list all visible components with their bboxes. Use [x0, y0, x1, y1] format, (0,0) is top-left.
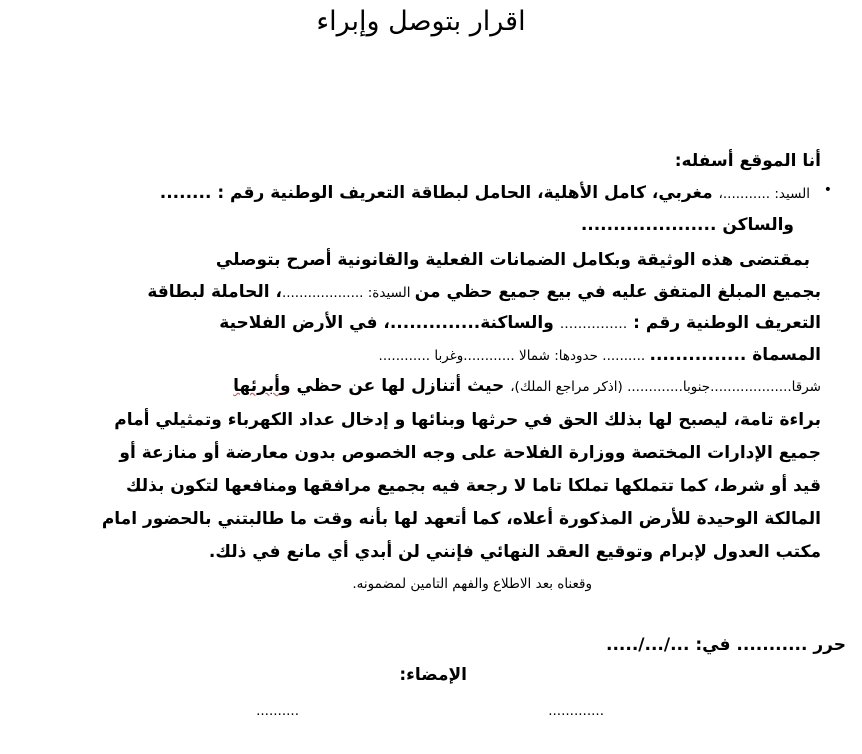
- body-line-5: شرقا...................جنوبا............. (اذكر مراجع الملك)، حيث أتنازل لها عن حظي وأبرئها: [233, 376, 821, 396]
- buyer-id-field: ……………: [559, 316, 628, 332]
- seller-name-field: السيد: ...........،: [718, 186, 810, 202]
- body-line-6: براءة تامة، ليصبح لها بذلك الحق في حرثها وبنائها و إدخال عداد الكهرباء وتمثيلي أمام: [114, 410, 821, 430]
- signature-left-field: ..........: [256, 703, 299, 719]
- boundaries-field: .......... حدودها: شمالا ............وغربا ............: [378, 348, 650, 364]
- seller-line-1: [160, 183, 810, 203]
- boundaries-field-2: شرقا...................جنوبا............. (اذكر مراجع الملك)،: [510, 379, 821, 395]
- closing-line: وقعناه بعد الاطلاع والفهم التامين لمضمونه.: [352, 576, 592, 592]
- land-name-field: المسماة ...............: [649, 345, 821, 365]
- intro-line: أنا الموقع أسفله:: [674, 151, 821, 171]
- seller-id-text: مغربي، كامل الأهلية، الحامل لبطاقة التعريف الوطنية رقم : ........: [159, 183, 719, 203]
- date-place-line: حرر ........... في: .../.../.....: [606, 635, 846, 655]
- body-line-2: بجميع المبلغ المتفق عليه في بيع جميع حظي من السيدة: ...................، الحاملة لبطاقة: [147, 282, 821, 302]
- document-title: اقرار بتوصل وإبراء: [316, 6, 526, 37]
- body-line-8: قيد أو شرط، كما تتملكها تملكا تاما لا رجعة فيه بجميع مرافقها ومنافعها لتكون بذلك: [125, 476, 821, 496]
- seller-residence-line: والساكن .....................: [580, 215, 794, 235]
- bullet-icon: •: [823, 182, 832, 198]
- spellcheck-word: أبرئها: [233, 376, 280, 396]
- body-line-1: بمقتضى هذه الوثيقة وبكامل الضمانات الفعلية والقانونية أصرح بتوصلي: [215, 250, 810, 270]
- buyer-name-field: السيدة: ...................: [281, 285, 415, 301]
- body-line-10: مكتب العدول لإبرام وتوقيع العقد النهائي فإنني لن أبدي أي مانع في ذلك.: [208, 542, 821, 562]
- body-line-7: جميع الإدارات المختصة ووزارة الفلاحة على وجه الخصوص بدون معارضة أو منازعة أو: [119, 443, 821, 463]
- body-line-3: التعريف الوطنية رقم : …………… والساكنة..............، في الأرض الفلاحية: [219, 313, 821, 333]
- body-line-9: المالكة الوحيدة للأرض المذكورة أعلاه، كما أتعهد لها بأنه وقت ما طالبتني بالحضور امام: [101, 509, 821, 529]
- body-line-4: [379, 345, 821, 365]
- signature-label: الإمضاء:: [399, 665, 467, 685]
- signature-right-field: .............: [548, 703, 604, 719]
